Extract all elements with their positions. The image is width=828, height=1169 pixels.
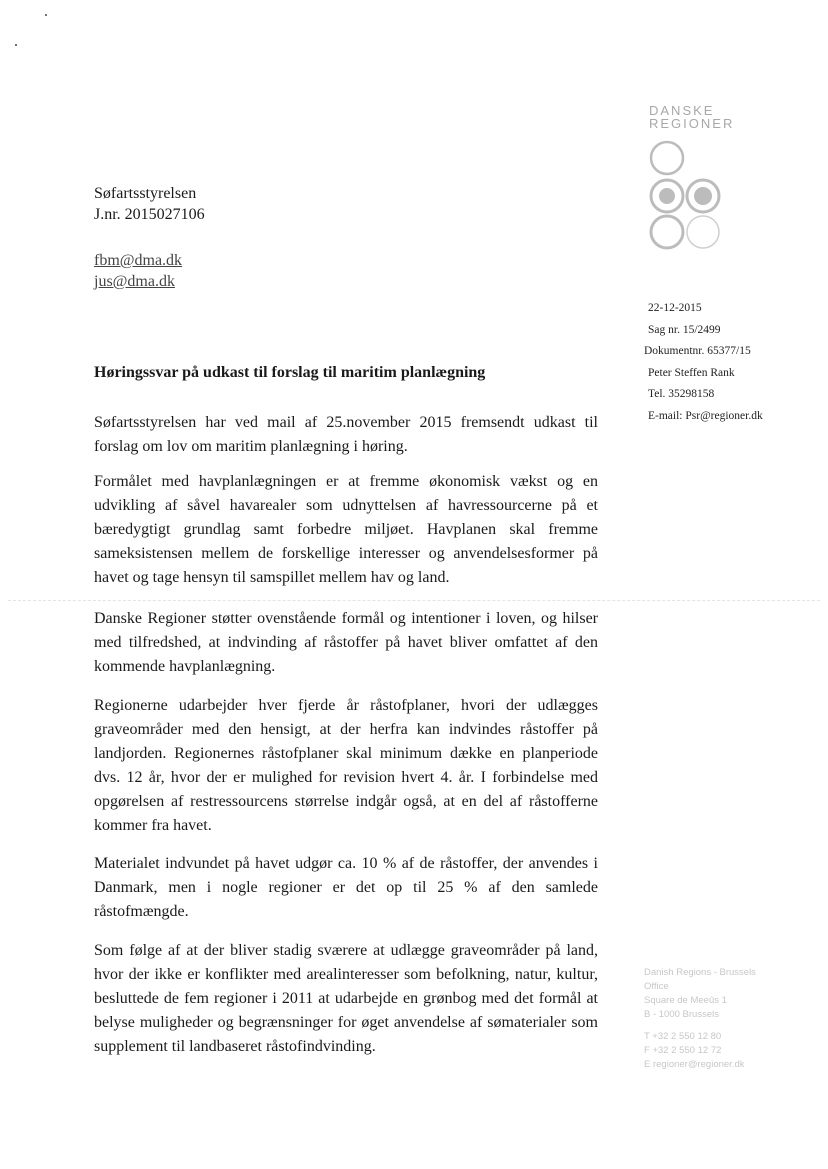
page-divider bbox=[8, 600, 820, 601]
footer-tel: T +32 2 550 12 80 bbox=[644, 1031, 722, 1042]
body-paragraph-3 bbox=[94, 607, 598, 679]
meta-email: E-mail: Psr@regioner.dk bbox=[648, 409, 763, 422]
footer-street: Square de Meeûs 1 bbox=[644, 995, 727, 1006]
recipient-block bbox=[94, 183, 205, 225]
footer-city: B - 1000 Brussels bbox=[644, 1009, 719, 1020]
body-paragraph-1 bbox=[94, 411, 598, 459]
paragraph-text: Som følge af at der bliver stadig sværere at udlægge graveområder på land, hvor der ikke er konflikter med arealinteresser som befolkning, natur, kultur, besluttede de fem regioner i 2011 at udarbejde en grønbog med det formål at belyse muligheder og begrænsninger for øget anvendelse af sømaterialer som supplement til landbaseret råstofindvinding. bbox=[94, 942, 598, 1055]
footer-fax: F +32 2 550 12 72 bbox=[644, 1045, 722, 1056]
paragraph-text: Søfartsstyrelsen har ved mail af 25.november 2015 fremsendt udkast til forslag om lov om maritim planlægning i høring. bbox=[94, 414, 598, 455]
footer-email: E regioner@regioner.dk bbox=[644, 1059, 745, 1070]
body-paragraph-4 bbox=[94, 694, 598, 838]
logo-circles-icon bbox=[645, 140, 725, 252]
logo-line-2: REGIONER bbox=[649, 116, 735, 131]
paragraph-text: Materialet indvundet på havet udgør ca. 10 % af de råstoffer, der anvendes i Danmark, men i nogle regioner er det op til 25 % af den samlede råstofmængde. bbox=[94, 855, 598, 920]
footer-org: Danish Regions - Brussels bbox=[644, 967, 756, 978]
recipient-emails bbox=[94, 250, 182, 292]
meta-date: 22-12-2015 bbox=[648, 302, 702, 314]
document-meta bbox=[644, 298, 824, 427]
body-paragraph-5 bbox=[94, 852, 598, 924]
email-link-fbm[interactable]: fbm@dma.dk bbox=[94, 252, 183, 269]
body-paragraph-6 bbox=[94, 939, 598, 1059]
logo-wordmark bbox=[649, 104, 734, 130]
journal-number: J.nr. 2015027106 bbox=[94, 206, 205, 223]
scan-speck bbox=[15, 44, 17, 46]
paragraph-text: Danske Regioner støtter ovenstående formål og intentioner i loven, og hilser med tilfredshed, at indvinding af råstoffer på havet bliver omfattet af den kommende havplanlægning. bbox=[94, 610, 598, 675]
email-link-jus[interactable]: jus@dma.dk bbox=[94, 273, 175, 290]
paragraph-text: Formålet med havplanlægningen er at fremme økonomisk vækst og en udvikling af såvel havarealer som udnyttelsen af havressourcerne på et bæredygtigt grundlag samt forbedre miljøet. Havplanen skal fremme sameksistensen mellem de forskellige interesser og anvendelsesformer på havet og tage hensyn til samspillet mellem hav og land. bbox=[94, 473, 598, 586]
footer-office: Office bbox=[644, 981, 669, 992]
meta-case: Sag nr. 15/2499 bbox=[648, 323, 721, 336]
footer-address bbox=[644, 966, 824, 1072]
recipient-name: Søfartsstyrelsen bbox=[94, 185, 197, 202]
body-paragraph-2 bbox=[94, 470, 598, 590]
meta-document: Dokumentnr. 65377/15 bbox=[644, 345, 751, 357]
meta-phone: Tel. 35298158 bbox=[648, 388, 715, 400]
paragraph-text: Regionerne udarbejder hver fjerde år råstofplaner, hvori der udlægges graveområder med den hensigt, at der herfra kan indvindes råstoffer på landjorden. Regionernes råstofplaner skal minimum dække en planperiode dvs. 12 år, hvor der er mulighed for revision hvert 4. år. I forbindelse med opgørelsen af restressourcens størrelse indgår også, at en del af råstofferne kommer fra havet. bbox=[94, 697, 598, 834]
logo-line-1: DANSKE bbox=[649, 103, 715, 118]
meta-name: Peter Steffen Rank bbox=[648, 366, 735, 379]
letter-subject: Høringssvar på udkast til forslag til maritim planlægning bbox=[94, 364, 486, 381]
scan-speck bbox=[45, 14, 47, 16]
